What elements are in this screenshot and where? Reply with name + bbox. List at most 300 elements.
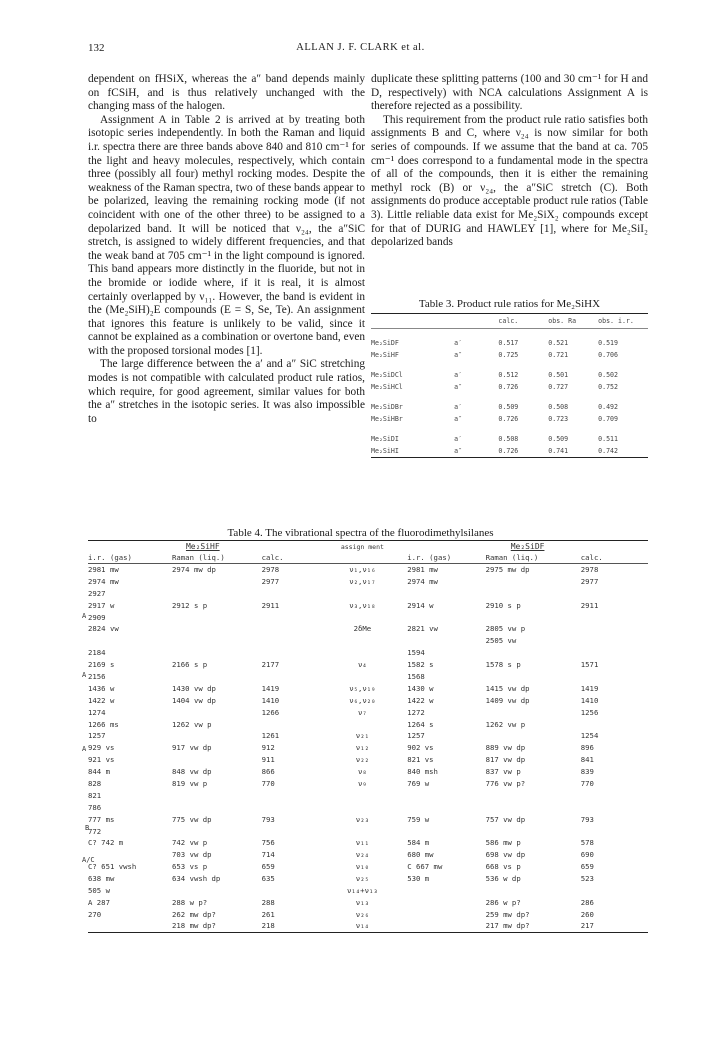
cell <box>262 635 318 647</box>
cell: 218 <box>262 920 318 932</box>
cell: 288 w p? <box>172 897 208 907</box>
margin-mark-ac: A/C <box>82 856 95 864</box>
cell: 2927 <box>88 588 106 598</box>
table3-row <box>371 349 648 361</box>
cell: Me₂SiHCl <box>371 383 403 391</box>
cell: 929 vs <box>88 743 115 753</box>
cell <box>318 647 408 659</box>
cell: 2978 <box>580 565 599 575</box>
cell: 0.706 <box>598 351 618 359</box>
cell: 0.741 <box>548 445 598 458</box>
cell: ν₁₁ <box>355 838 369 848</box>
cell <box>407 885 485 897</box>
cell: 1571 <box>580 660 599 670</box>
table4-row <box>88 587 648 599</box>
table4-row <box>88 682 648 694</box>
cell <box>581 718 648 730</box>
cell: 259 mw dp? <box>485 909 530 919</box>
cell <box>172 730 262 742</box>
table3-header-row <box>371 314 648 329</box>
cell: ν₁,ν₁₆ <box>349 565 376 575</box>
cell <box>486 885 581 897</box>
cell: 777 ms <box>88 814 115 824</box>
cell: ν₂₃ <box>355 814 369 824</box>
cell: 0.726 <box>498 415 519 423</box>
table3-header-cell <box>454 314 498 329</box>
cell: ν₅,ν₁₉ <box>349 683 376 693</box>
cell: a″ <box>454 445 498 458</box>
cell: 839 <box>580 767 594 777</box>
cell <box>486 730 581 742</box>
cell: 288 <box>261 897 275 907</box>
cell: A 287 <box>88 897 110 907</box>
cell: 837 vw p <box>485 767 521 777</box>
table4-row <box>88 730 648 742</box>
cell <box>318 718 408 730</box>
cell <box>172 647 262 659</box>
cell: 1422 w <box>88 695 115 705</box>
cell: 1254 <box>580 731 599 741</box>
cell: 2184 <box>88 648 106 658</box>
cell <box>318 789 408 801</box>
cell: 902 vs <box>407 743 434 753</box>
cell: ν₂,ν₁₇ <box>349 576 376 586</box>
cell: 0.727 <box>548 383 569 391</box>
cell: 0.512 <box>498 371 519 379</box>
cell: 912 <box>261 743 275 753</box>
cell: Me₂SiDI <box>371 435 399 443</box>
cell: ν₇ <box>357 707 367 717</box>
table4-caption: Table 4. The vibrational spectra of the fluorodimethylsilanes <box>227 527 494 539</box>
cell: 218 mw dp? <box>172 920 262 932</box>
cell: C? 651 vwsh <box>88 862 137 872</box>
cell <box>88 635 172 647</box>
cell: ν₃,ν₁₈ <box>349 600 376 610</box>
cell: 841 <box>580 755 594 765</box>
cell <box>172 825 262 837</box>
cell: 844 m <box>88 767 110 777</box>
cell <box>172 885 262 897</box>
table4-row <box>88 694 648 706</box>
cell <box>262 647 318 659</box>
cell: 270 <box>88 909 102 919</box>
cell <box>318 635 408 647</box>
table4-row <box>88 564 648 576</box>
left-text-column <box>88 73 365 426</box>
cell <box>262 611 318 623</box>
cell <box>318 611 408 623</box>
cell: 840 msh <box>407 767 438 777</box>
cell: 578 <box>580 838 594 848</box>
cell: ν₁₀ <box>355 862 369 872</box>
cell <box>407 908 485 920</box>
cell: 1257 <box>88 731 106 741</box>
cell <box>486 611 581 623</box>
running-header-authors: ALLAN J. F. CLARK et al. <box>296 42 425 53</box>
table3-row <box>371 393 648 413</box>
cell: 2156 <box>88 671 106 681</box>
table3-header-cell <box>371 314 454 329</box>
cell <box>486 587 581 599</box>
margin-mark-a: A <box>82 671 87 679</box>
cell <box>581 885 648 897</box>
cell <box>407 920 485 932</box>
cell <box>262 671 318 683</box>
cell: 1578 s p <box>485 660 521 670</box>
table4-row <box>88 825 648 837</box>
table4-row <box>88 647 648 659</box>
cell: C 667 mw <box>407 862 443 872</box>
cell: 530 m <box>407 874 430 884</box>
cell <box>407 611 485 623</box>
cell: 1262 vw p <box>485 719 526 729</box>
cell: ν₉ <box>357 778 367 788</box>
cell: 2910 s p <box>485 600 521 610</box>
cell: 505 w <box>88 885 110 895</box>
cell: 786 <box>88 802 102 812</box>
table4-header-cell: i.r. (gas) <box>88 552 172 564</box>
cell: 0.709 <box>598 415 618 423</box>
cell: 668 vs p <box>485 862 521 872</box>
table4-row <box>88 849 648 861</box>
compound-right-label: Me₂SiDF <box>407 541 648 553</box>
table4-row <box>88 861 648 873</box>
table3-header-cell: calc. <box>498 314 548 329</box>
cell <box>262 801 318 813</box>
cell: Me₂SiDBr <box>371 403 403 411</box>
cell <box>581 671 648 683</box>
table4-row <box>88 575 648 587</box>
cell: 889 vw dp <box>485 743 526 753</box>
cell: 286 <box>580 897 594 907</box>
cell: 2974 mw <box>88 576 119 586</box>
table3-row <box>371 329 648 350</box>
cell: 2821 vw <box>407 624 438 634</box>
table3-row <box>371 361 648 381</box>
table4-row <box>88 801 648 813</box>
cell: 0.511 <box>598 435 618 443</box>
cell: 2δMe <box>353 624 372 634</box>
table4-header-cell: calc. <box>262 552 318 564</box>
cell: 1430 w <box>407 683 434 693</box>
cell <box>581 623 648 635</box>
table4-compound-row <box>88 541 648 553</box>
paragraph: duplicate these splitting patterns (100 and 30 cm⁻¹ for H and D, respectively) with NCA calculations Assignment A is therefore rejected as a possibility. <box>371 73 648 113</box>
cell: 1404 vw dp <box>172 695 216 705</box>
cell <box>172 635 262 647</box>
cell: 217 mw dp? <box>486 920 581 932</box>
cell <box>172 789 262 801</box>
cell: 1256 <box>580 707 599 717</box>
cell <box>581 825 648 837</box>
table4-row <box>88 671 648 683</box>
cell: 1274 <box>88 707 106 717</box>
cell: 634 vwsh dp <box>172 874 221 884</box>
cell: 680 mw <box>407 850 434 860</box>
table4-row <box>88 706 648 718</box>
cell <box>172 671 262 683</box>
cell: 828 <box>88 778 102 788</box>
cell: 1582 s <box>407 660 434 670</box>
table3-row <box>371 413 648 425</box>
cell: ν₄ <box>357 660 367 670</box>
cell: ν₁₂ <box>355 743 369 753</box>
cell: 759 w <box>407 814 430 824</box>
table3-caption: Table 3. Product rule ratios for Me₂SiHX <box>418 298 601 310</box>
cell: 742 vw p <box>172 838 208 848</box>
paragraph: The large difference between the a′ and a″ SiC stretching modes is not compatible with calculated product rule ratios, which require, for good agreement, similar values for both the a″ stretches in the isotopic series. It was also impossible to <box>88 358 365 425</box>
cell: 1266 <box>261 707 280 717</box>
cell <box>88 849 172 861</box>
cell: 769 w <box>407 778 430 788</box>
table3-row <box>371 381 648 393</box>
table4-row <box>88 754 648 766</box>
cell: 2977 <box>261 576 280 586</box>
assignment-header: assign ment <box>318 541 408 553</box>
compound-left-label: Me₂SiHF <box>88 541 318 553</box>
cell: 0.509 <box>548 435 569 443</box>
cell: 1257 <box>407 731 425 741</box>
table4-row <box>88 837 648 849</box>
cell: 0.726 <box>498 383 519 391</box>
cell <box>407 801 485 813</box>
cell: 1415 vw dp <box>485 683 530 693</box>
table4-row <box>88 611 648 623</box>
table3-header-cell: obs. i.r. <box>598 314 648 329</box>
cell: a″ <box>454 415 463 423</box>
cell <box>172 575 262 587</box>
table4-header-cell <box>318 552 408 564</box>
cell: 523 <box>580 874 594 884</box>
cell: 1272 <box>407 707 425 717</box>
cell <box>486 801 581 813</box>
cell: 262 mw dp? <box>172 909 216 919</box>
cell <box>581 789 648 801</box>
cell: 638 mw <box>88 874 115 884</box>
paragraph: Assignment A in Table 2 is arrived at by treating both isotopic series independently. In both the Raman and liquid i.r. spectra there are three bands above 840 and 810 cm⁻¹ for the light and heavy molecules, respectively, which contain three (possibly all four) methyl rocking modes. Despite the weakness of the Raman spectra, two of these bands appear to be polarized, leaving the remaining rocking mode (if not coincident with one of the other three) to be assigned to a depolarized band. It will be noticed that ν₂₄, the a″SiC stretch, is assigned to widely different frequencies, and that the weak band at 705 cm⁻¹ in the light compound is ignored. This band appears more distinctly in the fluoride, but not in the bromide or iodide where, if it is real, it is almost certainly overlapped by ν₁₁. However, the band is evident in the (Me₂SiH)₂E compounds (E = S, Se, Te). An assignment that ignores this feature is unlikely to be valid, since it cannot be explained as a combination or overtone band, even with the proposed torsional modes [1]. <box>88 113 365 357</box>
cell: 1594 <box>407 648 425 658</box>
table3-header-cell: obs. Ra <box>548 314 598 329</box>
cell: 2911 <box>580 600 599 610</box>
cell <box>172 801 262 813</box>
cell: 2981 mw <box>88 565 119 575</box>
cell: 659 <box>261 862 275 872</box>
cell <box>172 587 262 599</box>
cell <box>262 789 318 801</box>
table4-row <box>88 873 648 885</box>
cell: a′ <box>454 339 463 347</box>
table4-header-cell: calc. <box>581 552 648 564</box>
cell: 0.721 <box>548 351 569 359</box>
cell: 261 <box>261 909 275 919</box>
cell <box>486 789 581 801</box>
cell: 921 vs <box>88 755 115 765</box>
table4-header-cell: i.r. (gas) <box>407 552 485 564</box>
cell: 2166 s p <box>172 660 208 670</box>
table4-row <box>88 896 648 908</box>
cell <box>318 587 408 599</box>
table3-row <box>371 425 648 445</box>
cell: 2974 mw <box>407 576 438 586</box>
cell <box>581 587 648 599</box>
cell <box>172 754 262 766</box>
cell: Me₂SiHBr <box>371 415 403 423</box>
margin-mark-b: B <box>85 824 90 832</box>
cell <box>407 789 485 801</box>
cell: a′ <box>454 403 463 411</box>
cell: a″ <box>454 383 463 391</box>
cell: 0.501 <box>548 371 569 379</box>
page-number: 132 <box>88 42 105 54</box>
cell: 0.517 <box>498 339 519 347</box>
cell: 817 vw dp <box>485 755 526 765</box>
table4-row <box>88 623 648 635</box>
cell <box>581 801 648 813</box>
cell: 821 vs <box>407 755 434 765</box>
cell <box>581 611 648 623</box>
table4 <box>88 540 648 933</box>
cell: 848 vw dp <box>172 767 212 777</box>
cell: 866 <box>261 767 275 777</box>
cell: 2169 s <box>88 660 115 670</box>
table4-row <box>88 813 648 825</box>
table4-row <box>88 908 648 920</box>
cell: 2975 mw dp <box>485 565 530 575</box>
cell: a″ <box>454 351 463 359</box>
table3-row <box>371 445 648 458</box>
margin-mark-a: A <box>82 612 87 620</box>
cell <box>318 825 408 837</box>
cell <box>262 825 318 837</box>
cell: ν₆,ν₂₀ <box>349 695 376 705</box>
cell: 0.502 <box>598 371 618 379</box>
cell <box>486 575 581 587</box>
cell: ν₁₄+ν₁₃ <box>347 885 378 895</box>
cell: ν₂₆ <box>355 909 369 919</box>
table4-row <box>88 920 648 932</box>
cell: ν₁₃ <box>355 897 369 907</box>
paragraph: This requirement from the product rule ratio satisfies both assignments B and C, where ν₂₄ is now similar for both series of compounds. If we assume that the band at ca. 705 cm⁻¹ does correspond to a fundamental mode in the spectra of all of the compounds, then it is either the remaining methyl rock (B) or ν₂₄, the a″SiC stretch (C). Both assignments do produce acceptable product rule ratios (Table 3). Little reliable data exist for Me₂SiX₂ compounds except for that of DURIG and HAWLEY [1], where for Me₂SiI₂ depolarized bands <box>371 113 648 249</box>
cell: 2911 <box>261 600 280 610</box>
cell: 1422 w <box>407 695 434 705</box>
cell: a′ <box>454 371 463 379</box>
cell: Me₂SiHF <box>371 351 399 359</box>
cell <box>486 647 581 659</box>
cell: 1262 vw p <box>172 719 212 729</box>
table4-row <box>88 718 648 730</box>
cell: ν₂₅ <box>355 874 369 884</box>
cell: 2912 s p <box>172 600 208 610</box>
cell <box>486 825 581 837</box>
cell: 770 <box>261 778 275 788</box>
cell <box>407 896 485 908</box>
right-text-column <box>371 73 648 250</box>
cell: 0.508 <box>548 403 569 411</box>
cell: 690 <box>580 850 594 860</box>
cell: 1430 vw dp <box>172 683 216 693</box>
cell: 757 vw dp <box>485 814 526 824</box>
cell <box>407 825 485 837</box>
cell <box>318 801 408 813</box>
cell: 584 m <box>407 838 430 848</box>
cell: 0.492 <box>598 403 618 411</box>
cell: 659 <box>580 862 594 872</box>
cell: 2505 vw <box>485 636 517 646</box>
cell: 635 <box>261 874 275 884</box>
table4-row <box>88 885 648 897</box>
cell: 896 <box>580 743 594 753</box>
table4-row <box>88 635 648 647</box>
cell: 0.723 <box>548 415 569 423</box>
cell: 2981 mw <box>407 565 438 575</box>
cell: 0.742 <box>598 445 648 458</box>
cell: 1568 <box>407 671 425 681</box>
table3 <box>371 313 648 458</box>
cell <box>262 885 318 897</box>
cell <box>407 587 485 599</box>
cell <box>262 718 318 730</box>
cell: 917 vw dp <box>172 743 212 753</box>
cell: 0.509 <box>498 403 519 411</box>
cell: Me₂SiHI <box>371 445 454 458</box>
cell: ν₁₄ <box>318 920 408 932</box>
table4-row <box>88 766 648 778</box>
cell <box>581 635 648 647</box>
cell: 536 w dp <box>485 874 521 884</box>
cell: 1409 vw dp <box>485 695 530 705</box>
cell <box>262 623 318 635</box>
cell: 2909 <box>88 612 106 622</box>
cell: 0.519 <box>598 339 618 347</box>
cell: 0.726 <box>498 445 548 458</box>
cell: 286 w p? <box>485 897 521 907</box>
cell: 770 <box>580 778 594 788</box>
table4-row <box>88 789 648 801</box>
cell: 821 <box>88 790 102 800</box>
cell: 1410 <box>261 695 280 705</box>
cell: 0.521 <box>548 339 569 347</box>
cell: 775 vw dp <box>172 814 212 824</box>
cell: 217 <box>581 920 648 932</box>
margin-mark-a: A <box>82 745 87 753</box>
cell: 586 mw p <box>485 838 521 848</box>
table4-header-row <box>88 552 648 564</box>
cell: a′ <box>454 435 463 443</box>
table4-header-cell: Raman (liq.) <box>172 552 262 564</box>
cell: 703 vw dp <box>172 850 212 860</box>
cell <box>486 706 581 718</box>
cell: 1266 ms <box>88 719 119 729</box>
table4-row <box>88 659 648 671</box>
cell: 793 <box>580 814 594 824</box>
cell: 1410 <box>580 695 599 705</box>
cell: ν₂₁ <box>355 731 369 741</box>
cell <box>88 920 172 932</box>
cell: 0.752 <box>598 383 618 391</box>
cell <box>172 611 262 623</box>
cell: 1419 <box>261 683 280 693</box>
cell: 2978 <box>261 565 280 575</box>
cell: 2974 mw dp <box>172 565 216 575</box>
cell: 2977 <box>580 576 599 586</box>
cell: 772 <box>88 826 102 836</box>
cell: ν₂₄ <box>355 850 369 860</box>
table4-row <box>88 742 648 754</box>
cell: 0.725 <box>498 351 519 359</box>
cell: ν₈ <box>357 767 367 777</box>
table4-header-cell: Raman (liq.) <box>486 552 581 564</box>
cell: 2805 vw p <box>485 624 526 634</box>
